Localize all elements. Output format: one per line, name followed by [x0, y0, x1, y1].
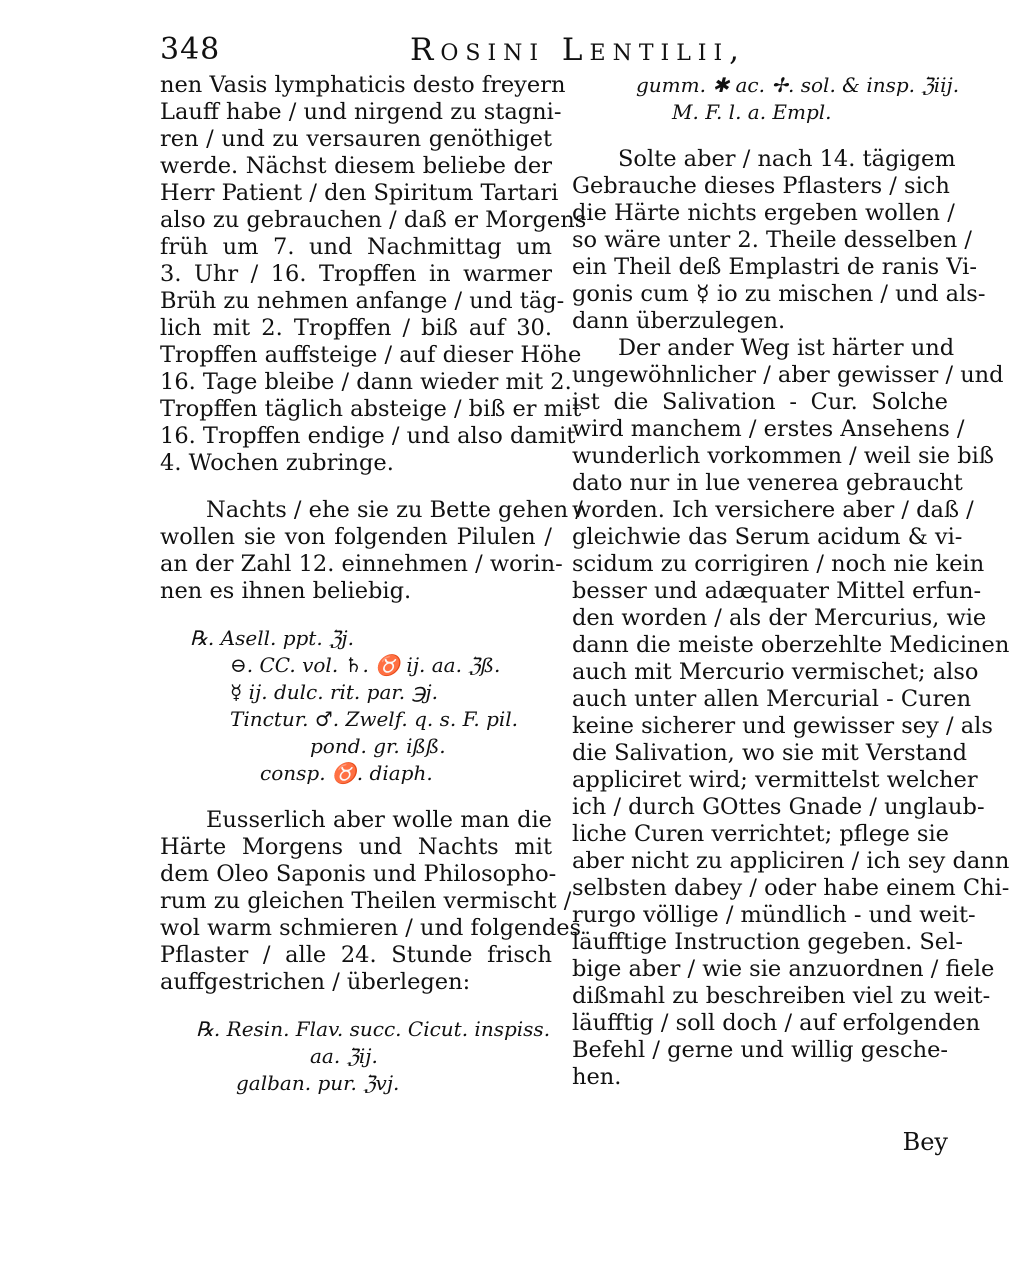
- text-line: an der Zahl 12. einnehmen / worin-: [160, 551, 563, 577]
- text-line: 4. Wochen zubringe.: [160, 450, 394, 476]
- page-header: [160, 28, 960, 78]
- text-line: 16. Tage bleibe / dann wieder mit 2.: [160, 369, 572, 395]
- recipe-line: M. F. l. a. Empl.: [672, 100, 832, 124]
- recipe-continuation: [572, 72, 960, 126]
- text-line: wird manchem / erstes Ansehens /: [572, 416, 965, 442]
- text-line: wol warm schmieren / und folgendes: [160, 915, 582, 941]
- left-column: [160, 72, 587, 1097]
- paragraph-left-1: [160, 72, 587, 477]
- paragraph-right-2: [572, 335, 1009, 1091]
- text-line: den worden / als der Mercurius, wie: [572, 605, 987, 631]
- text-line: läufftig / soll doch / auf erfolgenden: [572, 1010, 981, 1036]
- catchword: Bey: [902, 1128, 948, 1156]
- text-line: appliciret wird; vermittelst welcher: [572, 767, 978, 793]
- recipe-line: consp. ♉. diaph.: [260, 761, 433, 785]
- text-line: besser und adæquater Mittel erfun-: [572, 578, 982, 604]
- text-line: Lauff habe / und nirgend zu stagni-: [160, 99, 562, 125]
- text-line: also zu gebrauchen / daß er Morgens: [160, 207, 587, 233]
- text-line: wunderlich vorkommen / weil sie biß: [572, 443, 994, 469]
- text-line: keine sicherer und gewisser sey / als: [572, 713, 993, 739]
- text-line: scidum zu corrigiren / noch nie kein: [572, 551, 985, 577]
- text-line: dato nur in lue venerea gebraucht: [572, 470, 963, 496]
- text-line: Eusserlich aber wolle man die: [206, 807, 552, 833]
- right-column: [572, 72, 1009, 1091]
- recipe-line: aa. ℨij.: [310, 1044, 378, 1068]
- text-line: ein Theil deß Emplastri de ranis Vi-: [572, 254, 977, 280]
- text-line: Solte aber / nach 14. tägigem: [618, 146, 956, 172]
- text-line: so wäre unter 2. Theile desselben /: [572, 227, 972, 253]
- text-line: wollen sie von folgenden Pilulen /: [160, 524, 552, 550]
- recipe-line: ⊖. CC. vol. ♄. ♉ ij. aa. ℨß.: [230, 653, 501, 677]
- text-line: auch mit Mercurio vermischet; also: [572, 659, 979, 685]
- text-line: worden. Ich versichere aber / daß /: [572, 497, 974, 523]
- text-line: aber nicht zu appliciren / ich sey dann: [572, 848, 1009, 874]
- recipe-pills: [160, 625, 552, 787]
- running-head: Rosini Lentilii,: [410, 32, 747, 68]
- text-line: dann die meiste oberzehlte Medicinen: [572, 632, 1009, 658]
- text-line: selbsten dabey / oder habe einem Chi-: [572, 875, 1009, 901]
- text-line: nen es ihnen beliebig.: [160, 578, 412, 604]
- text-line: auffgestrichen / überlegen:: [160, 969, 471, 995]
- text-line: Tropffen täglich absteige / biß er mit: [160, 396, 582, 422]
- text-line: bige aber / wie sie anzuordnen / fiele: [572, 956, 995, 982]
- text-line: früh um 7. und Nachmittag um: [160, 234, 552, 260]
- text-line: Brüh zu nehmen anfange / und täg-: [160, 288, 565, 314]
- text-line: die Härte nichts ergeben wollen /: [572, 200, 955, 226]
- recipe-line: ☿ ij. dulc. rit. par. ℈j.: [230, 680, 438, 704]
- recipe-line: ℞. Asell. ppt. ℨj.: [190, 626, 354, 650]
- text-line: gonis cum ☿ io zu mischen / und als-: [572, 281, 986, 307]
- text-line: rurgo völlige / mündlich - und weit-: [572, 902, 976, 928]
- text-line: hen.: [572, 1064, 622, 1090]
- text-line: ungewöhnlicher / aber gewisser / und: [572, 362, 1004, 388]
- text-line: dem Oleo Saponis und Philosopho-: [160, 861, 557, 887]
- text-line: dißmahl zu beschreiben viel zu weit-: [572, 983, 991, 1009]
- text-line: werde. Nächst diesem beliebe der: [160, 153, 552, 179]
- paragraph-left-3: [160, 807, 582, 996]
- text-line: liche Curen verrichtet; pflege sie: [572, 821, 949, 847]
- text-line: ren / und zu versauren genöthiget: [160, 126, 552, 152]
- text-line: 16. Tropffen endige / und also damit: [160, 423, 576, 449]
- text-line: Härte Morgens und Nachts mit: [160, 834, 552, 860]
- text-line: lich mit 2. Tropffen / biß auf 30.: [160, 315, 552, 341]
- text-line: 3. Uhr / 16. Tropffen in warmer: [160, 261, 552, 287]
- text-line: rum zu gleichen Theilen vermischt /: [160, 888, 572, 914]
- text-line: Gebrauche dieses Pflasters / sich: [572, 173, 950, 199]
- text-line: dann überzulegen.: [572, 308, 786, 334]
- paragraph-right-1: [572, 146, 986, 335]
- recipe-line: ℞. Resin. Flav. succ. Cicut. inspiss.: [196, 1017, 551, 1041]
- paragraph-left-2: [160, 497, 583, 605]
- recipe-line: pond. gr. ißß.: [310, 734, 446, 758]
- page-number: 348: [160, 32, 221, 67]
- text-line: Herr Patient / den Spiritum Tartari: [160, 180, 559, 206]
- recipe-plaster: [160, 1016, 552, 1097]
- text-line: ich / durch GOttes Gnade / unglaub-: [572, 794, 985, 820]
- text-line: auch unter allen Mercurial - Curen: [572, 686, 972, 712]
- text-line: Befehl / gerne und willig gesche-: [572, 1037, 948, 1063]
- recipe-line: gumm. ✱ ac. ✢. sol. & insp. ℨiij.: [636, 73, 960, 97]
- text-line: die Salivation, wo sie mit Verstand: [572, 740, 968, 766]
- text-line: Tropffen auffsteige / auf dieser Höhe: [160, 342, 582, 368]
- text-line: läufftige Instruction gegeben. Sel-: [572, 929, 963, 955]
- recipe-line: Tinctur. ♂. Zwelf. q. s. F. pil.: [230, 707, 519, 731]
- text-line: ist die Salivation - Cur. Solche: [572, 389, 948, 415]
- text-line: Der ander Weg ist härter und: [618, 335, 955, 361]
- text-line: gleichwie das Serum acidum & vi-: [572, 524, 963, 550]
- text-line: nen Vasis lymphaticis desto freyern: [160, 72, 566, 98]
- text-line: Pflaster / alle 24. Stunde frisch: [160, 942, 552, 968]
- recipe-line: galban. pur. ℨvj.: [236, 1071, 400, 1095]
- text-line: Nachts / ehe sie zu Bette gehen /: [206, 497, 583, 523]
